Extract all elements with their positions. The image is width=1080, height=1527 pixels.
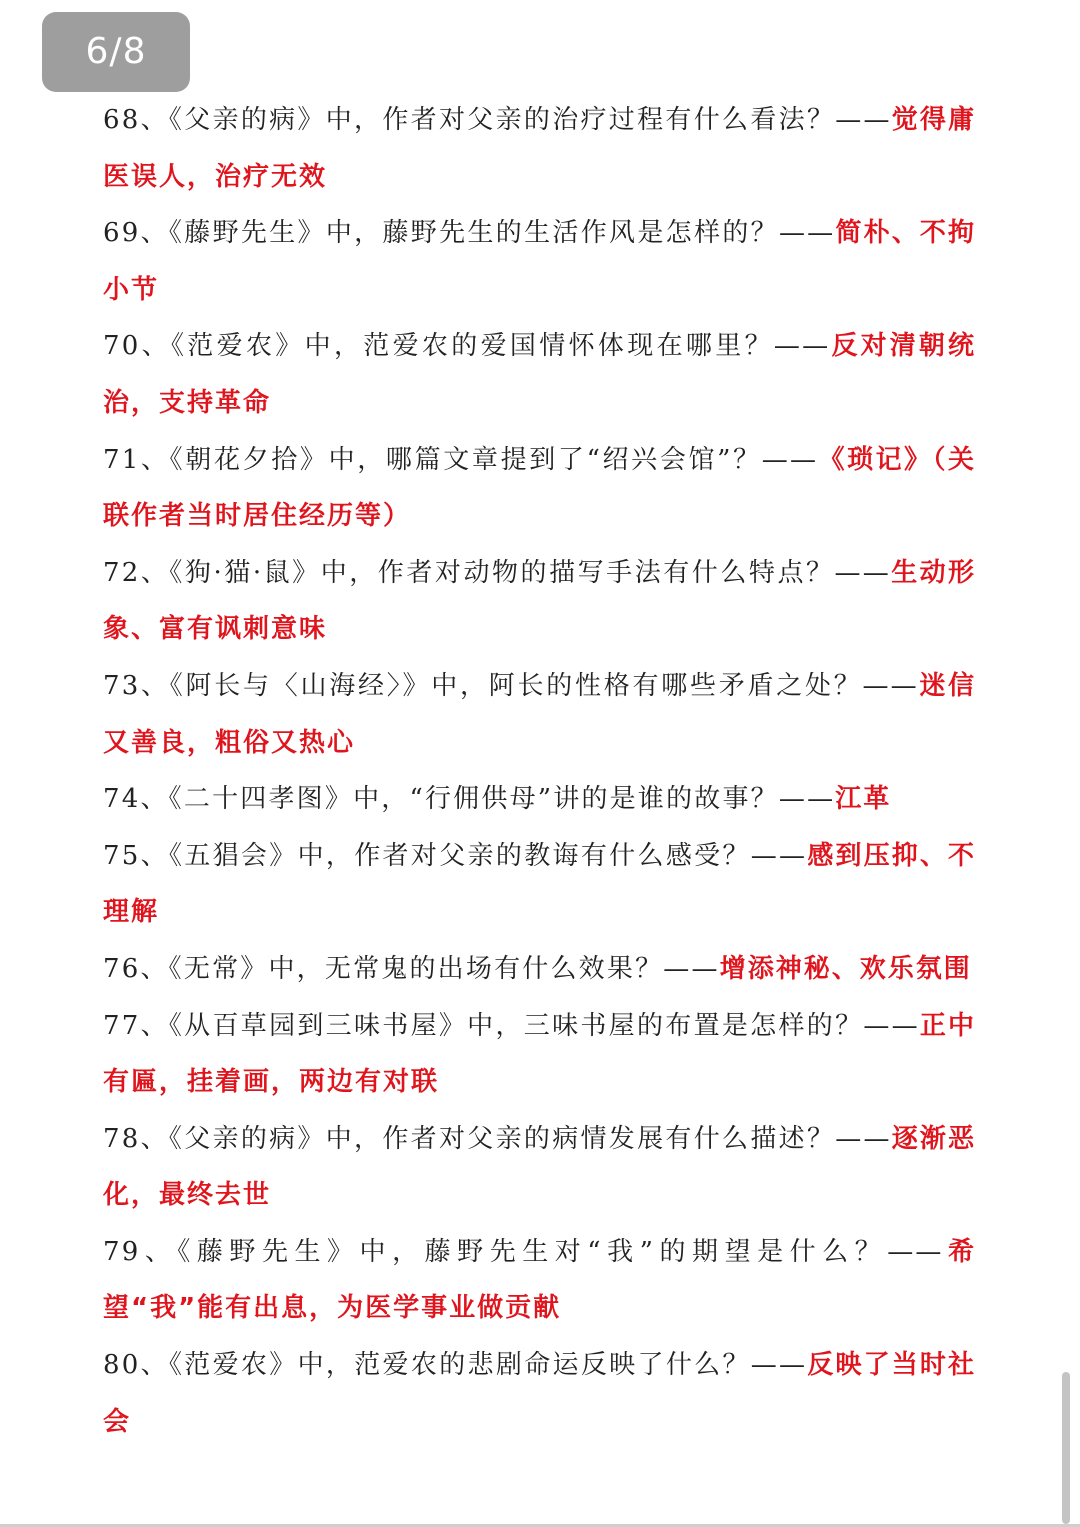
question-text: 79、《藤野先生》中，藤野先生对“我”的期望是什么？——	[103, 1236, 944, 1267]
qa-item-77	[103, 998, 976, 1111]
question-text: 68、《父亲的病》中，作者对父亲的治疗过程有什么看法？——	[103, 105, 892, 135]
scrollbar-thumb[interactable]	[1062, 1372, 1070, 1524]
answer-text: 希望“我”能有出息，为医学事业做贡献	[103, 1236, 976, 1324]
qa-item-73	[103, 658, 976, 771]
question-text: 69、《藤野先生》中，藤野先生的生活作风是怎样的？——	[103, 218, 836, 249]
qa-item-79	[103, 1224, 976, 1337]
answer-text: 逐渐恶化，最终去世	[103, 1123, 976, 1211]
answer-text: 《琐记》（关联作者当时居住经历等）	[103, 444, 976, 532]
question-text: 71、《朝花夕拾》中，哪篇文章提到了“绍兴会馆”？——	[103, 444, 819, 475]
question-text: 74、《二十四孝图》中，“行佣供母”讲的是谁的故事？——	[103, 784, 836, 815]
answer-text: 反对清朝统治，支持革命	[103, 331, 976, 418]
question-text: 77、《从百草园到三味书屋》中，三味书屋的布置是怎样的？——	[103, 1010, 920, 1041]
qa-list	[103, 92, 976, 1450]
answer-text: 反映了当时社会	[103, 1350, 976, 1437]
qa-item-72	[103, 545, 976, 658]
question-text: 80、《范爱农》中，范爱农的悲剧命运反映了什么？——	[103, 1350, 808, 1381]
qa-item-74	[103, 771, 976, 828]
answer-text: 江革	[835, 784, 892, 815]
qa-item-69	[103, 205, 976, 318]
answer-text: 增添神秘、欢乐氛围	[719, 953, 972, 984]
question-text: 78、《父亲的病》中，作者对父亲的病情发展有什么描述？——	[103, 1123, 892, 1154]
question-text: 73、《阿长与〈山海经〉》中，阿长的性格有哪些矛盾之处？——	[103, 670, 919, 701]
qa-item-78	[103, 1111, 976, 1224]
answer-text: 迷信又善良，粗俗又热心	[103, 670, 976, 758]
answer-text: 感到压抑、不理解	[103, 840, 976, 928]
qa-item-68	[103, 92, 976, 205]
question-text: 72、《狗·猫·鼠》中，作者对动物的描写手法有什么特点？——	[103, 557, 891, 588]
question-text: 76、《无常》中，无常鬼的出场有什么效果？——	[103, 953, 720, 984]
question-text: 75、《五猖会》中，作者对父亲的教诲有什么感受？——	[103, 840, 808, 871]
answer-text: 觉得庸医误人，治疗无效	[103, 105, 976, 192]
page-indicator: 6/8	[42, 12, 190, 92]
qa-item-80	[103, 1337, 976, 1450]
qa-item-71	[103, 432, 976, 545]
qa-item-75	[103, 828, 976, 941]
answer-text: 正中有匾，挂着画，两边有对联	[103, 1010, 976, 1098]
answer-text: 生动形象、富有讽刺意味	[103, 557, 976, 645]
answer-text: 简朴、不拘小节	[103, 218, 976, 305]
qa-item-76	[103, 941, 976, 998]
question-text: 70、《范爱农》中，范爱农的爱国情怀体现在哪里？——	[103, 331, 831, 362]
qa-item-70	[103, 318, 976, 431]
